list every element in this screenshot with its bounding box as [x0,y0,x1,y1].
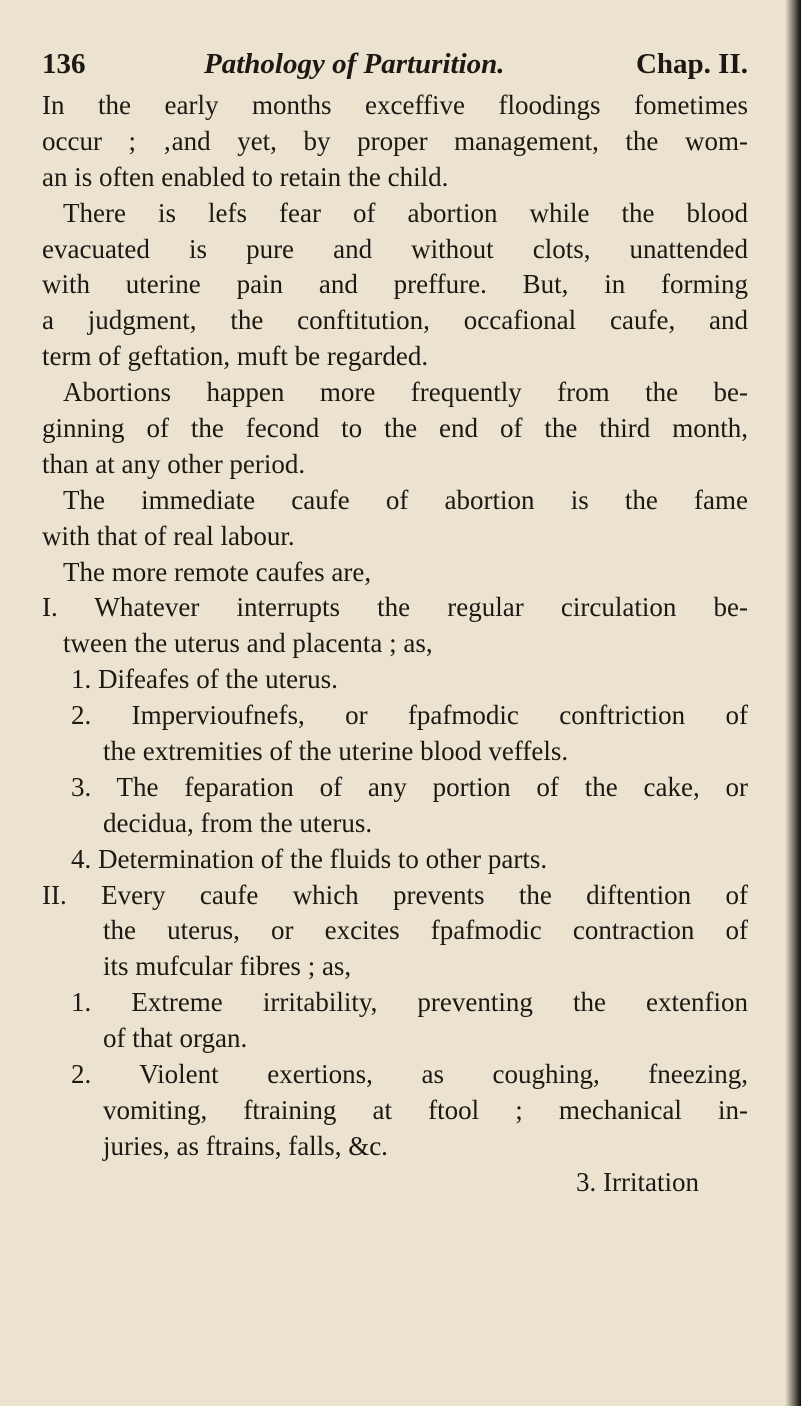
text-line: than at any other period. [42,448,306,479]
text-line: In the early months exceffive floodings fometimes [42,90,748,120]
text-line: 3. The feparation of any portion of the cake, or [71,771,748,802]
text-line: the extremities of the uterine blood veffels. [103,736,569,767]
text-line: evacuated is pure and without clots, unattended [42,233,748,264]
catchword: 3. Irritation [576,1166,699,1197]
text-line: Abortions happen more frequently from the be- [63,377,748,408]
running-title: Pathology of Parturition. [204,48,505,80]
text-line: 4. Determination of the fluids to other parts. [71,843,548,874]
text-line: decidua, from the uterus. [103,807,373,838]
chapter-label: Chap. II. [635,48,748,80]
text-line: I. Whatever interrupts the regular circulation be- [42,592,748,623]
text-line: tween the uterus and placenta ; as, [63,628,433,659]
text-line: juries, as ftrains, falls, &c. [103,1130,388,1161]
page-number: 136 [42,48,86,80]
text-line: The immediate caufe of abortion is the fame [63,484,748,515]
text-line: term of geftation, muft be regarded. [42,341,429,372]
book-page [42,40,748,1201]
text-line: the uterus, or excites fpafmodic contraction of [103,915,748,946]
text-line: 2. Violent exertions, as coughing, fneezing, [71,1059,748,1090]
text-line: There is lefs fear of abortion while the blood [63,197,748,228]
text-line: ginning of the fecond to the end of the third month, [42,413,748,444]
text-line: with uterine pain and preffure. But, in forming [42,269,748,300]
text-line: a judgment, the conftitution, occafional caufe, and [42,305,748,336]
body-text [42,88,748,1201]
text-line: its mufcular fibres ; as, [103,951,352,982]
text-line: 2. Imperviоufnefs, or fpafmodic conftriction of [71,700,748,731]
text-line: 1. Difeafes of the uterus. [71,664,338,695]
text-line: II. Every caufe which prevents the diftention of [42,879,748,910]
text-line: The more remote caufes are, [63,556,372,587]
text-line: of that organ. [103,1023,248,1054]
page-edge-shadow [785,0,801,1406]
text-line: with that of real labour. [42,520,295,551]
running-head [42,40,748,88]
text-line: vomiting, ftraining at ftool ; mechanical in- [103,1094,748,1125]
text-line: an is often enabled to retain the child. [42,161,449,192]
text-line: occur ; ‚and yet, by proper management, the wom- [42,125,748,156]
text-line: 1. Extreme irritability, preventing the extenfion [71,987,748,1018]
